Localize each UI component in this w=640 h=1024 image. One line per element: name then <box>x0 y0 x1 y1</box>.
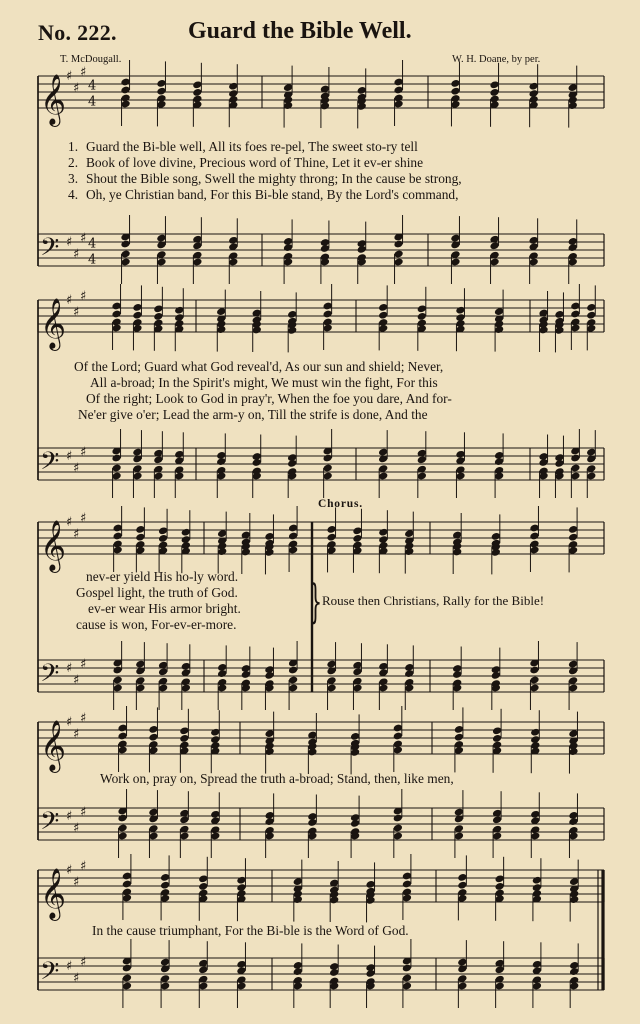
sharp-sign: ♯ <box>80 657 87 672</box>
sharp-sign: ♯ <box>80 511 87 526</box>
sharp-sign: ♯ <box>73 461 80 476</box>
sharp-sign: ♯ <box>66 515 73 530</box>
hymn-title: Guard the Bible Well. <box>188 18 412 44</box>
verse4-line1: 4. Oh, ye Christian band, For this Bi-ble stand, By the Lord's command, <box>68 187 459 202</box>
sharp-sign: ♯ <box>73 247 80 262</box>
sharp-sign: ♯ <box>66 293 73 308</box>
time-sig-bottom: 4 <box>88 252 97 268</box>
bass-clef: 𝄢 <box>40 807 60 842</box>
sharp-sign: ♯ <box>66 959 73 974</box>
sharp-sign: ♯ <box>80 289 87 304</box>
sharp-sign: ♯ <box>80 859 87 874</box>
refrain-text: Rouse then Christians, Rally for the Bible! <box>322 593 545 608</box>
sharp-sign: ♯ <box>80 805 87 820</box>
sharp-sign: ♯ <box>66 863 73 878</box>
verse2-line1: 2. Book of love divine, Precious word of Thine, Let it ev-er shine <box>68 155 424 170</box>
treble-clef: 𝄞 <box>40 298 67 349</box>
treble-clef: 𝄞 <box>40 74 67 125</box>
verse1-line3: nev-er yield His ho-ly word. <box>86 569 239 584</box>
sharp-sign: ♯ <box>73 821 80 836</box>
bass-clef: 𝄢 <box>40 659 60 694</box>
bass-clef: 𝄢 <box>40 233 60 268</box>
sharp-sign: ♯ <box>80 711 87 726</box>
time-sig-top: 4 <box>88 78 97 94</box>
verse2-line3: Gospel light, the truth of God. <box>76 585 238 600</box>
sharp-sign: ♯ <box>73 673 80 688</box>
sharp-sign: ♯ <box>66 449 73 464</box>
sharp-sign: ♯ <box>73 727 80 742</box>
words-credit: T. McDougall. <box>60 54 122 65</box>
treble-clef: 𝄞 <box>40 520 67 571</box>
sharp-sign: ♯ <box>73 971 80 986</box>
time-sig-top: 4 <box>88 236 97 252</box>
verse1-line1: 1. Guard the Bi-ble well, All its foes re-pel, The sweet sto-ry tell <box>68 139 418 154</box>
sharp-sign: ♯ <box>73 875 80 890</box>
chorus-line1: Work on, pray on, Spread the truth a-broad; Stand, then, like men, <box>100 771 454 786</box>
chorus-label: Chorus. <box>318 498 363 510</box>
bass-clef: 𝄢 <box>40 957 60 992</box>
sharp-sign: ♯ <box>73 527 80 542</box>
sharp-sign: ♯ <box>66 69 73 84</box>
verse3-line2: Of the right; Look to God in pray'r, When the foe you dare, And for- <box>86 391 452 406</box>
sharp-sign: ♯ <box>80 231 87 246</box>
chorus-line2: In the cause triumphant, For the Bi-ble is the Word of God. <box>92 923 409 938</box>
treble-clef: 𝄞 <box>40 720 67 771</box>
sharp-sign: ♯ <box>73 305 80 320</box>
music-credit: W. H. Doane, by per. <box>452 54 541 65</box>
sharp-sign: ♯ <box>66 661 73 676</box>
time-sig-bottom: 4 <box>88 94 97 110</box>
verse3-line3: ev-er wear His armor bright. <box>88 601 241 616</box>
bass-clef: 𝄢 <box>40 447 60 482</box>
sharp-sign: ♯ <box>73 81 80 96</box>
hymn-number: No. 222. <box>38 20 117 45</box>
verse-brace: } <box>309 574 323 628</box>
verse2-line2: All a-broad; In the Spirit's might, We must win the fight, For this <box>90 375 438 390</box>
sharp-sign: ♯ <box>80 955 87 970</box>
sharp-sign: ♯ <box>66 715 73 730</box>
verse4-line2: Ne'er give o'er; Lead the arm-y on, Till the strife is done, And the <box>78 407 428 422</box>
treble-clef: 𝄞 <box>40 868 67 919</box>
sharp-sign: ♯ <box>66 235 73 250</box>
sharp-sign: ♯ <box>66 809 73 824</box>
verse1-line2: Of the Lord; Guard what God reveal'd, As our sun and shield; Never, <box>74 359 444 374</box>
verse3-line1: 3. Shout the Bible song, Swell the mighty throng; In the cause be strong, <box>68 171 462 186</box>
sharp-sign: ♯ <box>80 445 87 460</box>
sharp-sign: ♯ <box>80 65 87 80</box>
verse4-line3: cause is won, For-ev-er-more. <box>76 617 237 632</box>
